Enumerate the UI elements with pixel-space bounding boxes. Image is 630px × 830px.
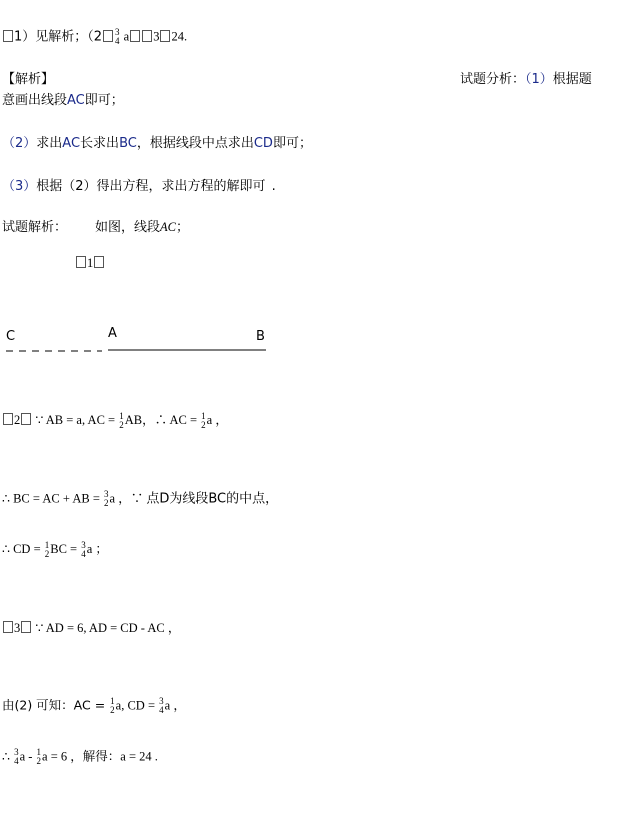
missing-glyph-box [103, 30, 113, 42]
answer-fraction: 3 4 [115, 27, 120, 46]
segment-diagram [0, 324, 630, 364]
missing-glyph-box [130, 30, 140, 42]
part2-line3: ∴ CD = 1 2 BC = 3 4 a ； [2, 540, 108, 560]
analysis-step2: （2）求出AC长求出BC，根据线段中点求出CD即可； [2, 136, 312, 151]
answer-tail: 3 [153, 29, 160, 44]
missing-glyph-box [160, 30, 170, 42]
answer-line [2, 28, 187, 46]
part2-line2: ∴ BC = AC + AB = 3 2 a ，∵ 点D为线段BC的中点， [2, 489, 279, 508]
answer-end: 24. [171, 29, 188, 44]
point-a-label: A [108, 326, 117, 341]
missing-glyph-box [3, 30, 13, 42]
analysis-header: 【解析】 [2, 72, 55, 87]
part3-line1: 3 ∵ AD = 6, AD = CD - AC ， [2, 620, 180, 636]
answer-part1: 1）见解析；（2 [14, 29, 103, 45]
part3-line2: 由(2) 可知：AC = 1 2 a, CD = 3 4 a ， [2, 696, 186, 715]
analysis-step3: （3）根据（2）得出方程，求出方程的解即可 . [2, 179, 276, 194]
analysis-intro: 试题分析：（1）根据题 [460, 72, 592, 87]
missing-glyph-box [142, 30, 152, 42]
part2-line1: 2 ∵ AB = a, AC = 1 2 AB，∴ AC = 1 2 a ， [2, 412, 228, 430]
solution-intro: 试题解析： 如图，线段AC； [2, 220, 190, 235]
point-c-label: C [6, 329, 16, 344]
figure-label: 1 [75, 255, 105, 272]
part3-line3: ∴ 3 4 a - 1 2 a = 6 ，解得：a = 24 . [2, 747, 158, 766]
analysis-line2: 意画出线段AC即可； [2, 93, 124, 108]
point-b-label: B [256, 329, 265, 344]
answer-var: a [120, 29, 130, 44]
